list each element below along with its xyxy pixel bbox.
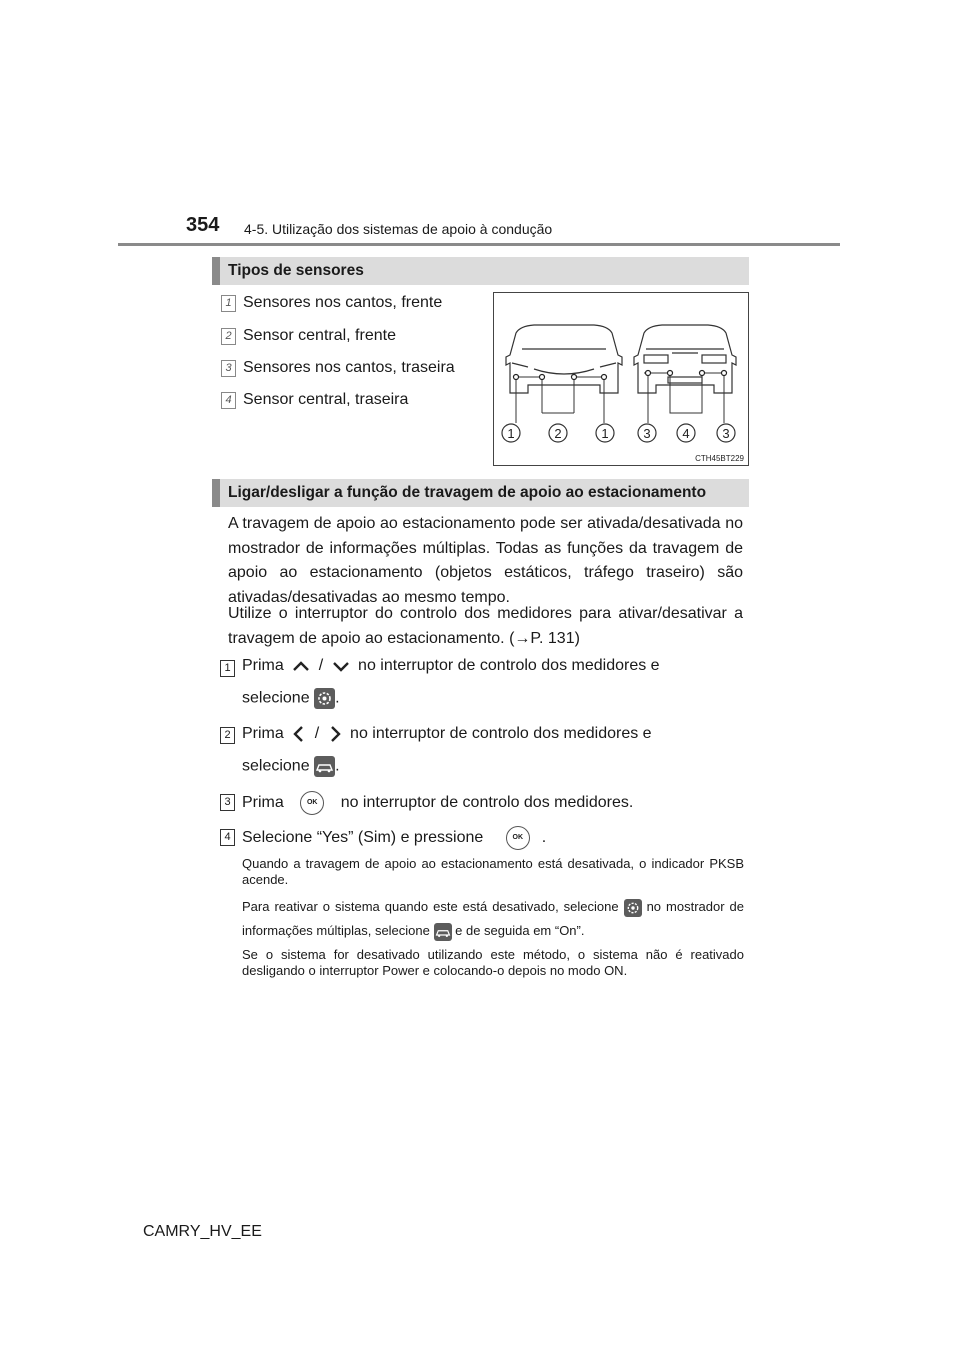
note-reactivate — [242, 895, 744, 943]
chevron-up-icon — [290, 659, 312, 673]
sensor-item-label: Sensor central, frente — [243, 327, 396, 344]
step-text: . — [541, 829, 547, 847]
sensor-item-label: Sensores nos cantos, frente — [243, 294, 443, 311]
step-1-line-1 — [242, 657, 660, 675]
figure-code: CTH45BT229 — [695, 454, 744, 463]
figure-callout — [677, 424, 695, 442]
svg-text:2: 2 — [554, 426, 562, 441]
step-text: / — [318, 657, 324, 674]
step-text: / — [314, 725, 320, 743]
note-text: e de seguida em “On”. — [455, 923, 585, 938]
sensor-item-number: 4 — [221, 392, 236, 409]
chevron-down-icon — [330, 659, 352, 673]
step-number: 1 — [220, 660, 235, 677]
toggle-paragraph-2: Utilize o interruptor do controlo dos medidores para ativar/desativar a travagem de apoio ao estacionamento. (→P. 131) — [228, 605, 743, 647]
step-text: . — [335, 757, 340, 775]
settings-gear-icon — [624, 899, 642, 917]
sensor-location-figure — [493, 292, 749, 466]
ok-button-icon: OK — [300, 791, 324, 815]
vehicle-settings-icon — [434, 923, 452, 941]
section-title: 4-5. Utilização dos sistemas de apoio à condução — [244, 221, 553, 237]
figure-callout — [596, 424, 614, 442]
step-1-line-2 — [242, 688, 340, 709]
step-number: 4 — [220, 829, 235, 846]
step-number: 2 — [220, 727, 235, 744]
svg-text:1: 1 — [601, 426, 609, 441]
settings-gear-icon — [314, 688, 335, 709]
car-sensor-illustration — [494, 293, 748, 465]
header-rule — [118, 243, 840, 246]
front-car-illustration — [506, 325, 622, 393]
note-power: Se o sistema for desativado utilizando este método, o sistema não é reativado desligando o interruptor Power e colocando-o depois no modo ON. — [242, 947, 744, 978]
note-text: Para reativar o sistema quando este está desativado, selecione — [242, 899, 619, 914]
step-text: no interruptor de controlo dos medidores. — [340, 794, 634, 812]
vehicle-settings-icon — [314, 756, 335, 777]
step-text: . — [335, 689, 340, 707]
note-text: no mostrador de informações múltiplas, selecione — [242, 899, 744, 938]
step-2-line-2 — [242, 756, 340, 777]
step-text: no interruptor de controlo dos medidores e — [350, 725, 652, 743]
toggle-heading: Ligar/desligar a função de travagem de apoio ao estacionamento — [212, 479, 749, 507]
svg-text:3: 3 — [643, 426, 651, 441]
footer-model-code: CAMRY_HV_EE — [143, 1223, 262, 1240]
page-number: 354 — [186, 214, 220, 236]
sensor-leader-lines — [516, 373, 724, 423]
sensor-item-label: Sensores nos cantos, traseira — [243, 359, 455, 376]
ok-button-icon: OK — [506, 826, 530, 850]
step-text: selecione — [242, 757, 310, 775]
sensor-types-heading: Tipos de sensores — [212, 257, 749, 285]
svg-text:3: 3 — [722, 426, 730, 441]
rear-car-illustration — [634, 325, 736, 393]
figure-callout — [638, 424, 656, 442]
figure-callout — [549, 424, 567, 442]
step-text: no interruptor de controlo dos medidores e — [358, 657, 660, 674]
chevron-left-icon — [290, 724, 308, 744]
figure-callout — [717, 424, 735, 442]
step-text: selecione — [242, 689, 310, 707]
sensor-item-label: Sensor central, traseira — [243, 391, 409, 408]
figure-callout — [502, 424, 520, 442]
sensor-item-number: 2 — [221, 328, 236, 345]
svg-text:4: 4 — [682, 426, 690, 441]
step-number: 3 — [220, 794, 235, 811]
step-text: Prima — [242, 794, 284, 812]
step-3-line — [242, 791, 633, 815]
step-2-line-1 — [242, 724, 652, 744]
sensor-item-number: 1 — [221, 295, 236, 312]
step-4-line — [242, 826, 546, 850]
step-text: Selecione “Yes” (Sim) e pressione — [242, 829, 484, 847]
step-text: Prima — [242, 657, 284, 674]
note-indicator: Quando a travagem de apoio ao estacionamento está desativada, o indicador PKSB acende. — [242, 856, 744, 887]
toggle-paragraph-1: A travagem de apoio ao estacionamento pode ser ativada/desativada no mostrador de informações múltiplas. Todas as funções da travagem de apoio ao estacionamento (objetos estáticos, tráfego traseiro) são ativadas/desativadas ao mesmo tempo. — [228, 515, 743, 606]
sensor-item-number: 3 — [221, 360, 236, 377]
svg-text:1: 1 — [507, 426, 515, 441]
step-text: Prima — [242, 725, 284, 743]
chevron-right-icon — [326, 724, 344, 744]
